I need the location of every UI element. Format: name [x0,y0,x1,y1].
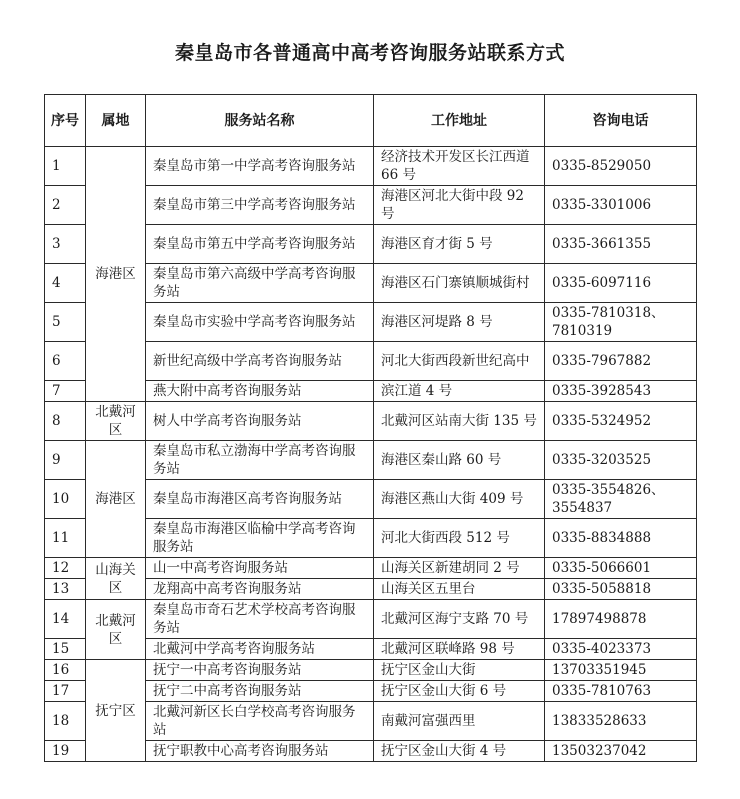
header-district: 属地 [86,95,146,147]
row-station: 秦皇岛市奇石艺术学校高考咨询服务站 [146,600,374,639]
row-station: 抚宁二中高考咨询服务站 [146,681,374,702]
row-station: 新世纪高级中学高考咨询服务站 [146,342,374,381]
row-phone: 0335-5066601 [545,558,697,579]
row-station: 燕大附中高考咨询服务站 [146,381,374,402]
header-address: 工作地址 [374,95,545,147]
row-seq: 12 [45,558,86,579]
row-phone: 0335-3203525 [545,441,697,480]
row-seq: 17 [45,681,86,702]
row-station: 秦皇岛市海港区高考咨询服务站 [146,480,374,519]
row-address: 北戴河区联峰路 98 号 [374,639,545,660]
row-phone: 13703351945 [545,660,697,681]
row-seq: 5 [45,303,86,342]
row-address: 海港区河北大街中段 92 号 [374,186,545,225]
row-station: 秦皇岛市实验中学高考咨询服务站 [146,303,374,342]
row-address: 海港区育才街 5 号 [374,225,545,264]
row-address: 海港区河堤路 8 号 [374,303,545,342]
row-address: 海港区燕山大街 409 号 [374,480,545,519]
row-phone: 0335-3301006 [545,186,697,225]
row-phone: 13503237042 [545,741,697,762]
row-seq: 19 [45,741,86,762]
row-seq: 9 [45,441,86,480]
row-address: 抚宁区金山大街 4 号 [374,741,545,762]
table-row [45,147,697,186]
row-station: 龙翔高中高考咨询服务站 [146,579,374,600]
row-seq: 4 [45,264,86,303]
row-seq: 3 [45,225,86,264]
row-address: 山海关区五里台 [374,579,545,600]
row-seq: 16 [45,660,86,681]
header-phone: 咨询电话 [545,95,697,147]
row-phone: 0335-7810318、7810319 [545,303,697,342]
row-address: 南戴河富强西里 [374,702,545,741]
row-station: 秦皇岛市第三中学高考咨询服务站 [146,186,374,225]
district-cell: 海港区 [86,441,146,558]
row-station: 抚宁职教中心高考咨询服务站 [146,741,374,762]
row-station: 山一中高考咨询服务站 [146,558,374,579]
row-phone: 0335-6097116 [545,264,697,303]
row-station: 秦皇岛市海港区临榆中学高考咨询服务站 [146,519,374,558]
header-seq: 序号 [45,95,86,147]
district-cell: 北戴河区 [86,402,146,441]
row-phone: 17897498878 [545,600,697,639]
row-address: 北戴河区站南大街 135 号 [374,402,545,441]
table-row [45,558,697,579]
table-row [45,660,697,681]
row-station: 秦皇岛市第六高级中学高考咨询服务站 [146,264,374,303]
row-seq: 13 [45,579,86,600]
row-phone: 0335-3928543 [545,381,697,402]
row-seq: 11 [45,519,86,558]
row-phone: 0335-3554826、3554837 [545,480,697,519]
row-seq: 1 [45,147,86,186]
row-seq: 2 [45,186,86,225]
row-address: 抚宁区金山大街 6 号 [374,681,545,702]
row-station: 秦皇岛市第一中学高考咨询服务站 [146,147,374,186]
row-address: 河北大街西段新世纪高中 [374,342,545,381]
header-station: 服务站名称 [146,95,374,147]
row-address: 北戴河区海宁支路 70 号 [374,600,545,639]
page-title: 秦皇岛市各普通高中高考咨询服务站联系方式 [174,42,565,64]
row-phone: 0335-4023373 [545,639,697,660]
row-seq: 18 [45,702,86,741]
row-seq: 8 [45,402,86,441]
district-cell: 北戴河区 [86,600,146,660]
row-address: 抚宁区金山大街 [374,660,545,681]
service-station-table [44,94,697,762]
district-cell: 抚宁区 [86,660,146,762]
row-address: 河北大街西段 512 号 [374,519,545,558]
row-address: 滨江道 4 号 [374,381,545,402]
row-address: 海港区秦山路 60 号 [374,441,545,480]
district-cell: 海港区 [86,147,146,402]
row-seq: 15 [45,639,86,660]
row-phone: 0335-5324952 [545,402,697,441]
row-station: 秦皇岛市私立渤海中学高考咨询服务站 [146,441,374,480]
table-row [45,600,697,639]
row-station: 北戴河中学高考咨询服务站 [146,639,374,660]
row-phone: 0335-5058818 [545,579,697,600]
row-seq: 7 [45,381,86,402]
row-seq: 10 [45,480,86,519]
row-station: 树人中学高考咨询服务站 [146,402,374,441]
row-station: 北戴河新区长白学校高考咨询服务站 [146,702,374,741]
table-row [45,441,697,480]
row-phone: 13833528633 [545,702,697,741]
row-seq: 14 [45,600,86,639]
row-station: 抚宁一中高考咨询服务站 [146,660,374,681]
row-phone: 0335-7810763 [545,681,697,702]
row-address: 山海关区新建胡同 2 号 [374,558,545,579]
row-address: 海港区石门寨镇顺城街村 [374,264,545,303]
row-seq: 6 [45,342,86,381]
district-cell: 山海关区 [86,558,146,600]
table-row [45,402,697,441]
row-phone: 0335-7967882 [545,342,697,381]
row-phone: 0335-3661355 [545,225,697,264]
row-station: 秦皇岛市第五中学高考咨询服务站 [146,225,374,264]
row-phone: 0335-8834888 [545,519,697,558]
row-phone: 0335-8529050 [545,147,697,186]
row-address: 经济技术开发区长江西道 66 号 [374,147,545,186]
table-header-row [45,95,697,147]
